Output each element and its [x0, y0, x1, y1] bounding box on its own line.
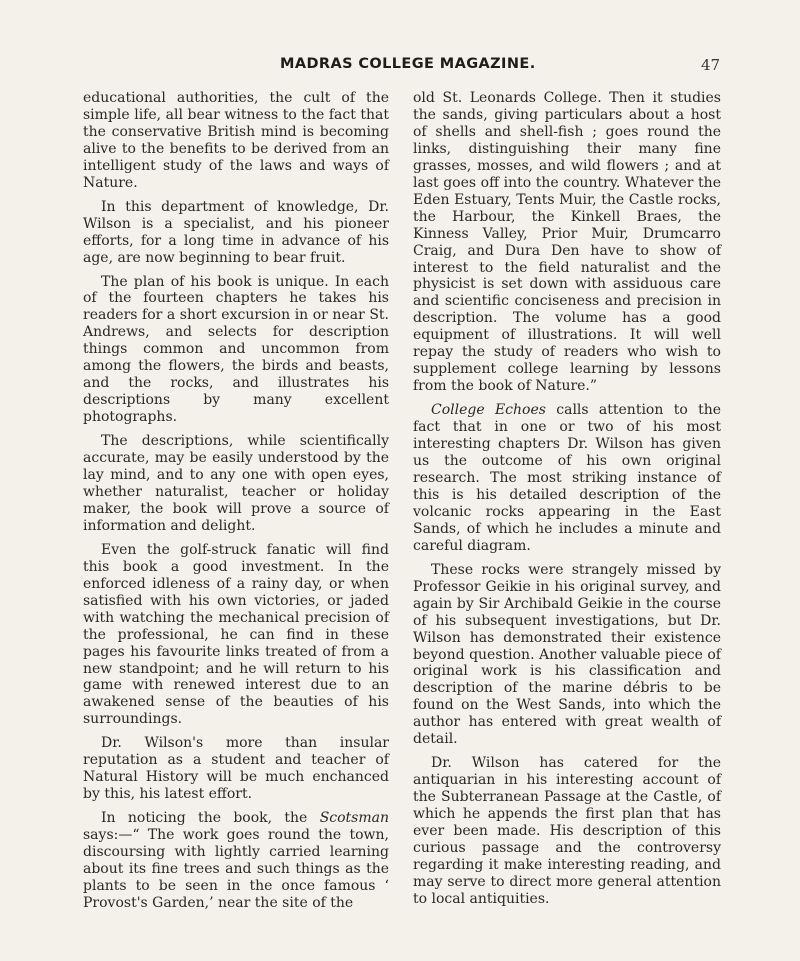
- paragraph: Dr. Wilson's more than insular reputation as a student and teacher of Natural History will be much enchanced by this, his latest effort.: [83, 735, 389, 803]
- paragraph-scotsman-quote: [83, 810, 389, 912]
- paragraph: In this department of knowledge, Dr. Wilson is a specialist, and his pioneer efforts, for a long time in advance of his age, are now beginning to bear fruit.: [83, 198, 389, 266]
- publication-title: Scotsman: [319, 810, 389, 827]
- paragraph: Dr. Wilson has catered for the antiquarian in his interesting account of the Subterranean Passage at the Castle, of which he appends the first plan that has ever been made. His description of this curious passage and the controversy regarding it make interesting reading, and may serve to direct more general attention to local antiquities.: [413, 755, 721, 907]
- text-segment: calls attention to the fact that in one or two of his most interesting chapters Dr. Wilson has given us the outcome of his own original research. The most striking instance of this is his detailed description of the volcanic rocks appearing in the East Sands, of which he includes a minute and careful diagram.: [413, 402, 721, 554]
- text-segment: In noticing the book, the: [101, 810, 320, 827]
- paragraph: These rocks were strangely missed by Professor Geikie in his original survey, and again by Sir Archibald Geikie in the course of his subsequent investigations, but Dr. Wilson has demonstrated their existence beyond question. Another valuable piece of original work is his classification and description of the marine débris to be found on the West Sands, into which the author has entered with great wealth of detail.: [413, 561, 721, 748]
- paragraph: The descriptions, while scientifically accurate, may be easily understood by the lay mind, and to any one with open eyes, whether naturalist, teacher or holiday maker, the book will prove a source of information and delight.: [83, 433, 389, 534]
- right-column: [413, 90, 721, 915]
- publication-title: College Echoes: [431, 402, 546, 419]
- paragraph-college-echoes: [413, 402, 721, 555]
- paragraph: Even the golf-struck fanatic will find this book a good investment. In the enforced idleness of a rainy day, or when satisfied with his own victories, or jaded with watching the mechanical precision of the professional, he can find in these pages his favourite links treated of from a new standpoint; and he will return to his game with renewed interest due to an awakened sense of the beauties of his surroundings.: [83, 541, 389, 728]
- paragraph: educational authorities, the cult of the simple life, all bear witness to the fact that the conservative British mind is becoming alive to the benefits to be derived from an intelligent study of the laws and ways of Nature.: [83, 90, 389, 191]
- page-number: 47: [701, 56, 721, 74]
- paragraph: The plan of his book is unique. In each of the fourteen chapters he takes his readers for a short excursion in or near St. Andrews, and selects for description things common and uncommon from among the flowers, the birds and beasts, and the rocks, and illustrates his descriptions by many excellent photographs.: [83, 273, 389, 426]
- running-title: MADRAS COLLEGE MAGAZINE.: [280, 56, 536, 72]
- text-segment: says:—“ The work goes round the town, discoursing with lightly carried learning about its fine trees and such things as the plants to be seen in the once famous ‘ Provost's Garden,’ near the site of the: [83, 827, 389, 911]
- left-column: [83, 90, 389, 919]
- paragraph: old St. Leonards College. Then it studies the sands, giving particulars about a host of shells and shell-fish ; goes round the links, distinguishing their many fine grasses, mosses, and wild flowers ; and at last goes off into the country. Whatever the Eden Estuary, Tents Muir, the Castle rocks, the Harbour, the Kinkell Braes, the Kinness Valley, Prior Muir, Drumcarro Craig, and Dura Den have to show of interest to the field naturalist and the physicist is set down with assiduous care and scientific conciseness and precision in description. The volume has a good equipment of illustrations. It will well repay the study of readers who wish to supplement college learning by lessons from the book of Nature.”: [413, 90, 721, 395]
- page-header: [0, 56, 800, 80]
